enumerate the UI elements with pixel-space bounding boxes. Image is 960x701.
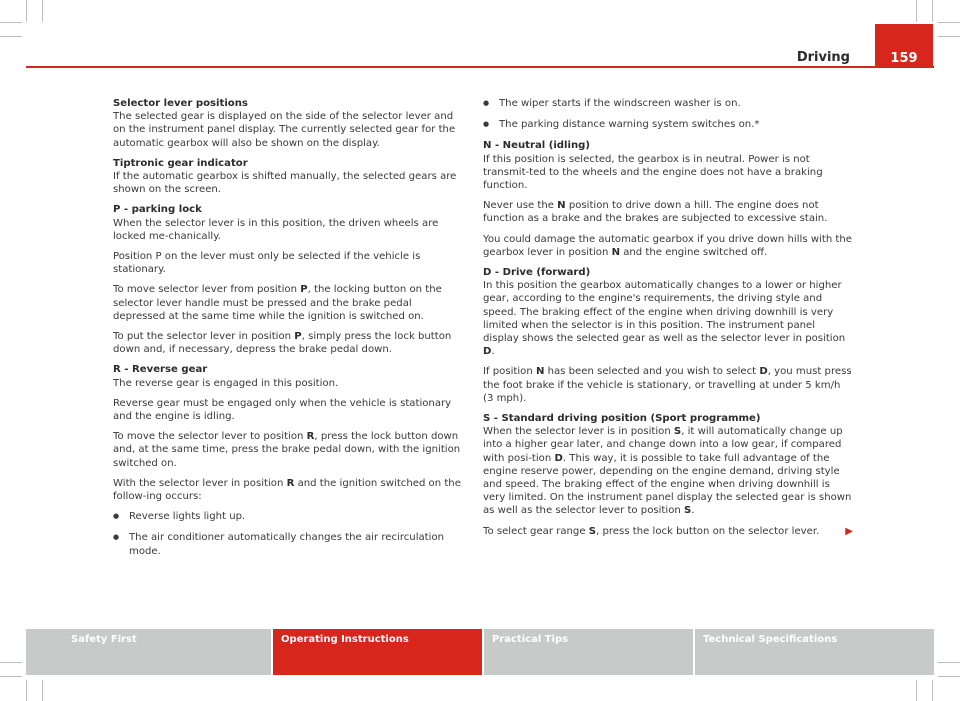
crop-mark — [26, 0, 27, 22]
heading-tiptronic: Tiptronic gear indicator — [113, 157, 248, 169]
crop-mark — [0, 662, 22, 663]
bullet-item: ● Reverse lights light up. — [113, 510, 465, 523]
paragraph: To select gear range S, press the lock button on the selector lever. ▶ — [483, 525, 853, 537]
crop-mark — [938, 36, 960, 37]
continue-arrow-icon: ▶ — [845, 525, 853, 537]
footer-tab-operating-instructions[interactable] — [273, 629, 482, 675]
heading-drive: D - Drive (forward) — [483, 267, 591, 279]
paragraph: When the selector lever is in position S, it will automatically change up into a higher gear later, and change down into a low gear, if compared with posi-tion D. This way, it is possible to take full advantage of the engine reserve power, depending on the engine demand, driving style and speed. The braking effect of the engine when driving downhill is very limited. On the instrument panel display the selected gear is shown as well as the selector lever to position S. — [483, 426, 852, 517]
heading-reverse-gear: R - Reverse gear — [113, 364, 208, 376]
footer-tab-label: Safety First — [71, 634, 137, 645]
heading-parking-lock: P - parking lock — [113, 204, 202, 216]
section-title: Driving — [796, 50, 850, 65]
paragraph: Reverse gear must be engaged only when the vehicle is stationary and the engine is idling. — [113, 397, 452, 423]
heading-selector-lever-positions: Selector lever positions — [113, 98, 248, 109]
crop-mark — [0, 676, 22, 677]
heading-neutral: N - Neutral (idling) — [483, 140, 590, 152]
footer-tab-practical-tips[interactable] — [484, 629, 693, 675]
crop-mark — [938, 662, 960, 663]
footer-tab-label: Technical Specifications — [703, 634, 838, 645]
page-number: 159 — [875, 24, 933, 68]
left-column — [113, 97, 465, 566]
footer-tab-label: Operating Instructions — [281, 634, 409, 645]
paragraph: To move selector lever from position P, the locking button on the selector lever handle must be pressed and the brake pedal depressed at the same time while the ignition is switched on. — [113, 284, 442, 322]
crop-mark — [42, 0, 43, 22]
header-rule — [26, 66, 934, 68]
right-column — [483, 97, 853, 545]
footer-tab-label: Practical Tips — [492, 634, 569, 645]
crop-mark — [0, 22, 22, 23]
bullet-item: ● The wiper starts if the windscreen washer is on. — [483, 97, 853, 110]
footer-tab-safety-first[interactable] — [26, 629, 271, 675]
paragraph: With the selector lever in position R and the ignition switched on the follow-ing occurs: — [113, 477, 461, 503]
paragraph: You could damage the automatic gearbox if you drive down hills with the gearbox lever in position N and the engine switched off. — [483, 233, 853, 258]
paragraph: The reverse gear is engaged in this position. — [113, 377, 339, 389]
paragraph: Never use the N position to drive down a hill. The engine does not function as a brake and the brakes are subjected to excessive stain. — [483, 200, 828, 225]
crop-mark — [932, 680, 933, 701]
heading-sport: S - Standard driving position (Sport programme) — [483, 413, 761, 425]
paragraph: If this position is selected, the gearbox is in neutral. Power is not transmit-ted to the wheels and the engine does not have a braking function. — [483, 153, 823, 192]
crop-mark — [938, 676, 960, 677]
bullet-item: ● The air conditioner automatically changes the air recirculation mode. — [113, 531, 465, 557]
paragraph: If the automatic gearbox is shifted manually, the selected gears are shown on the screen. — [113, 171, 457, 196]
paragraph: To put the selector lever in position P, simply press the lock button down and, if necessary, depress the brake pedal down. — [113, 331, 452, 356]
footer-tab-technical-specifications[interactable] — [695, 629, 934, 675]
paragraph: When the selector lever is in this position, the driven wheels are locked me-chanically. — [113, 217, 439, 242]
bullet-item: ● The parking distance warning system switches on.* — [483, 118, 853, 131]
crop-mark — [26, 680, 27, 701]
crop-mark — [916, 680, 917, 701]
crop-mark — [916, 0, 917, 22]
paragraph: The selected gear is displayed on the side of the selector lever and on the instrument panel display. The currently selected gear for the automatic gearbox will also be shown on the display. — [113, 111, 456, 149]
crop-mark — [932, 0, 933, 22]
paragraph: Position P on the lever must only be selected if the vehicle is stationary. — [113, 251, 421, 276]
paragraph: If position N has been selected and you wish to select D, you must press the foot brake if the vehicle is stationary, or travelling at under 5 km/h (3 mph). — [483, 366, 852, 404]
crop-mark — [938, 22, 960, 23]
crop-mark — [0, 36, 22, 37]
crop-mark — [42, 680, 43, 701]
paragraph: To move the selector lever to position R, press the lock button down and, at the same time, press the brake pedal down, with the ignition switched on. — [113, 431, 461, 469]
paragraph: In this position the gearbox automatically changes to a lower or higher gear, according to the engine's requirements, the driving style and speed. The braking effect of the engine when driving downhill is very limited when the selector is in this position. The instrument panel display shows the selected gear as well as the selector lever in position D. — [483, 280, 846, 358]
